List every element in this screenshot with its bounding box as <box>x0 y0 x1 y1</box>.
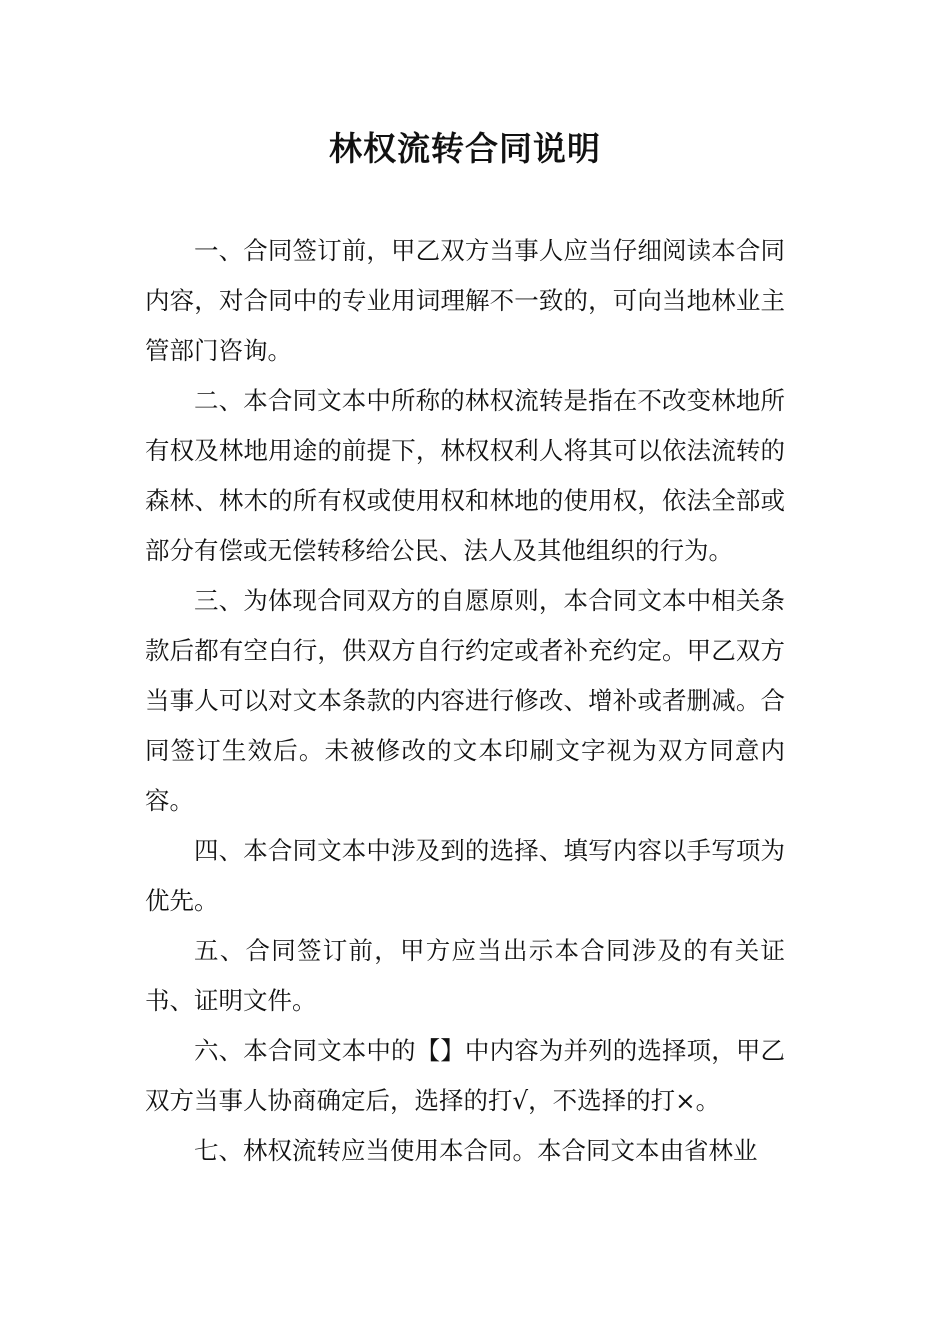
document-body <box>145 226 785 1176</box>
paragraph-3: 三、为体现合同双方的自愿原则，本合同文本中相关条款后都有空白行，供双方自行约定或者补充约定。甲乙双方当事人可以对文本条款的内容进行修改、增补或者删减。合同签订生效后。未被修改的文本印刷文字视为双方同意内容。 <box>145 586 785 815</box>
paragraph-5: 五、合同签订前，甲方应当出示本合同涉及的有关证书、证明文件。 <box>145 936 785 1015</box>
paragraph-2: 二、本合同文本中所称的林权流转是指在不改变林地所有权及林地用途的前提下，林权权利人将其可以依法流转的森林、林木的所有权或使用权和林地的使用权，依法全部或部分有偿或无偿转移给公民、法人及其他组织的行为。 <box>145 386 785 565</box>
paragraph-6: 六、本合同文本中的【】中内容为并列的选择项，甲乙双方当事人协商确定后，选择的打√，不选择的打×。 <box>145 1036 785 1115</box>
paragraph-7: 七、林权流转应当使用本合同。本合同文本由省林业 <box>194 1136 758 1165</box>
document-title: 林权流转合同说明 <box>329 129 601 168</box>
paragraph-4: 四、本合同文本中涉及到的选择、填写内容以手写项为优先。 <box>145 836 785 915</box>
document-page <box>145 0 785 1344</box>
paragraph-1: 一、合同签订前，甲乙双方当事人应当仔细阅读本合同内容，对合同中的专业用词理解不一致的，可向当地林业主管部门咨询。 <box>145 236 785 365</box>
